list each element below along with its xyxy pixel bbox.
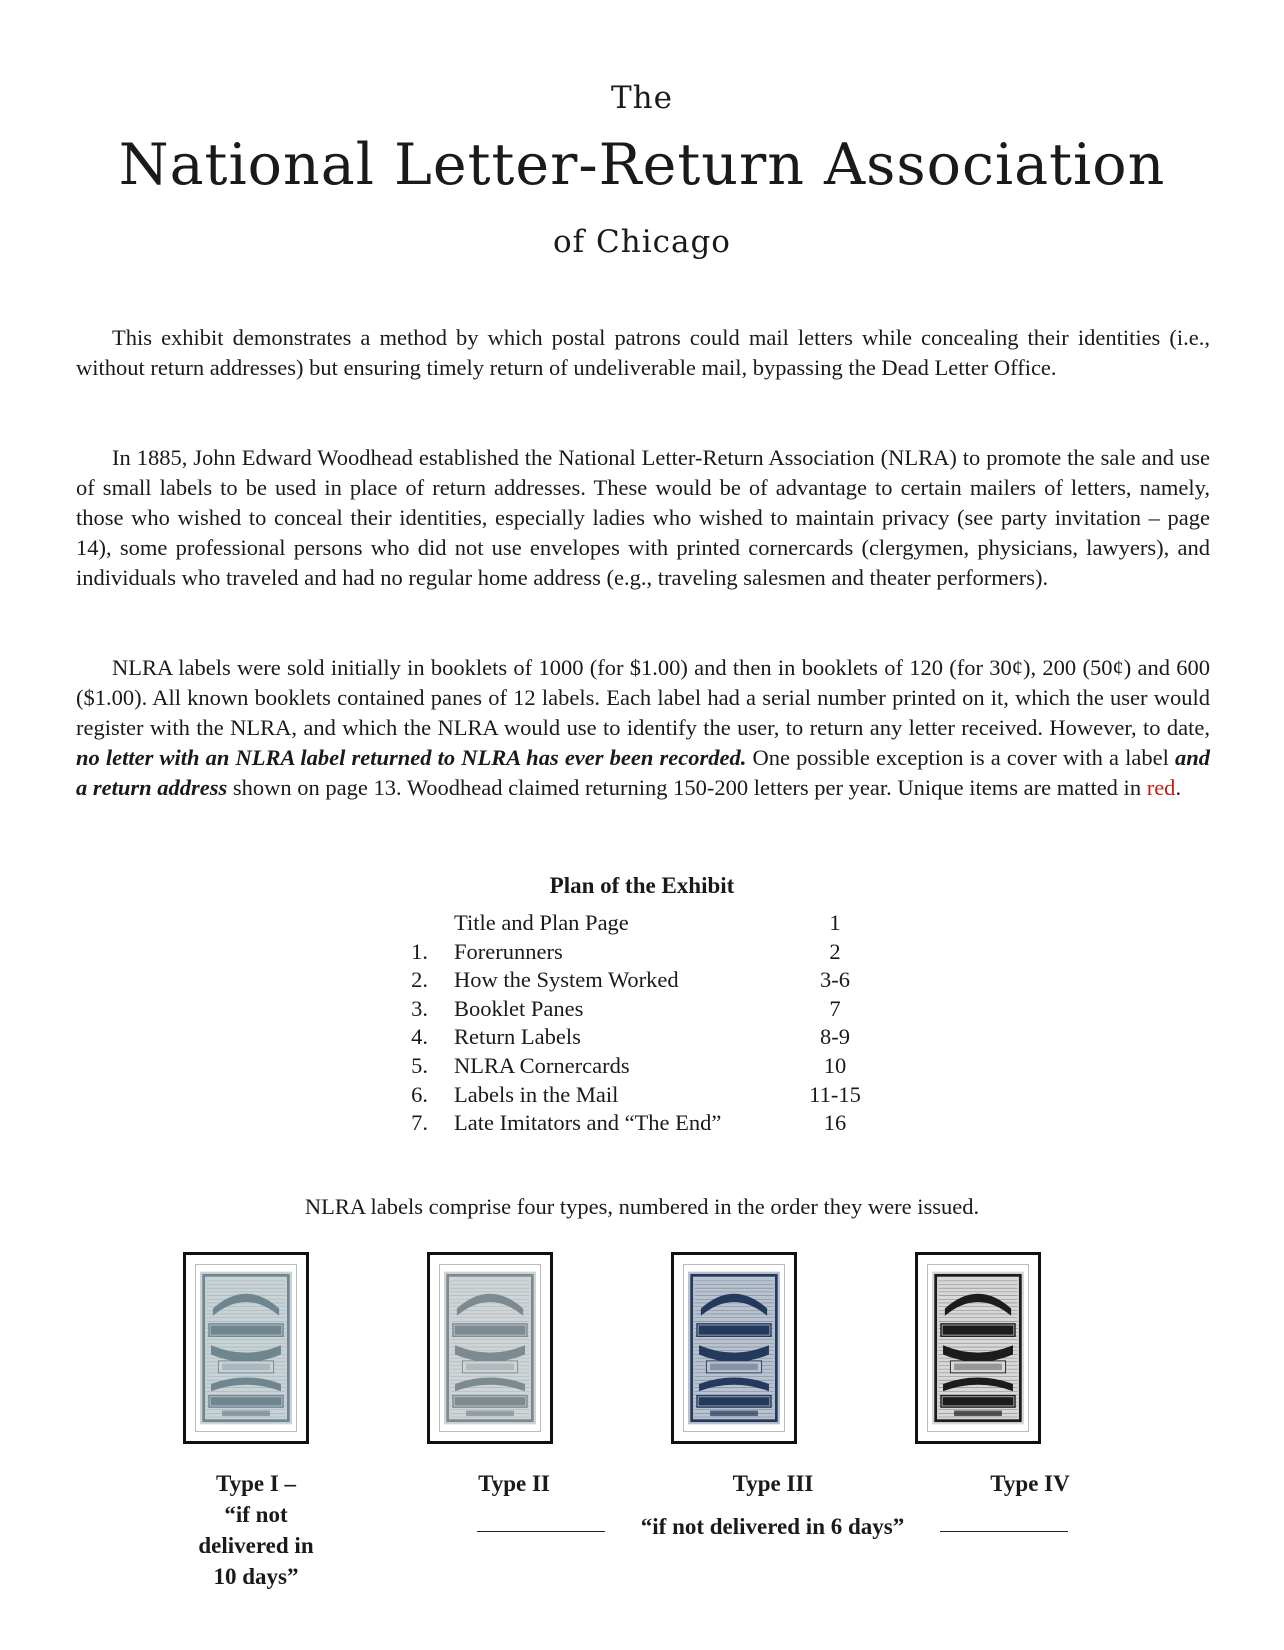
plan-row-label: Booklet Panes: [454, 995, 584, 1021]
red-keyword: red: [1146, 775, 1176, 800]
label-type-3-frame: [671, 1252, 797, 1444]
caption-type-2: Type II: [478, 1471, 550, 1496]
title-the: The: [611, 80, 673, 116]
plan-row-number: 4.: [411, 1024, 428, 1050]
plan-row-number: 5.: [411, 1053, 428, 1078]
span-line-right: [940, 1531, 1068, 1532]
plan-row-label: How the System Worked: [454, 967, 679, 993]
span-note: “if not delivered in 6 days”: [640, 1514, 905, 1539]
plan-row-page: 11-15: [809, 1081, 861, 1107]
plan-row-page: 3-6: [820, 967, 850, 993]
plan-row-page: 7: [829, 995, 841, 1021]
emphasis-return-address: and a return address: [76, 745, 1211, 800]
caption-type-1: Type I – “if not delivered in 10 days”: [198, 1471, 314, 1589]
plan-row-page: 10: [823, 1053, 847, 1078]
plan-row: [0, 910, 1284, 940]
plan-row-number: 7.: [411, 1110, 428, 1136]
plan-row-number: 2.: [411, 967, 428, 993]
label-type-1-frame: [183, 1252, 309, 1444]
label-type-4-frame: [915, 1252, 1041, 1444]
plan-row: [0, 967, 1284, 997]
plan-row: [0, 1082, 1284, 1112]
plan-row: [0, 1053, 1284, 1083]
label-type-2-frame: [427, 1252, 553, 1444]
plan-row-page: 2: [829, 938, 841, 964]
types-intro: NLRA labels comprise four types, numbered in the order they were issued.: [304, 1194, 980, 1219]
plan-row-page: 8-9: [820, 1024, 850, 1050]
plan-row-number: 6.: [411, 1081, 428, 1107]
plan-title: Plan of the Exhibit: [549, 873, 735, 898]
plan-row-number: 3.: [411, 995, 428, 1021]
plan-row-label: Late Imitators and “The End”: [454, 1110, 722, 1136]
emphasis-no-letter-recorded: no letter with an NLRA label returned to NLRA has ever been recorded.: [76, 745, 747, 770]
plan-row-number: 1.: [411, 938, 428, 964]
plan-row: [0, 1024, 1284, 1054]
plan-row-label: Forerunners: [454, 938, 563, 964]
history-paragraph: In 1885, John Edward Woodhead established the National Letter-Return Association (NLRA) to promote the sale and use of small labels to be used in place of return addresses. These would be of advantage to certain mailers of letters, namely, those who wished to conceal their identities, especially ladies who wished to maintain privacy (see party invitation – page 14), some professional persons who did not use envelopes with printed cornercards (clergymen, physicians, lawyers), and individuals who traveled and had no regular home address (e.g., traveling salesmen and theater performers).: [76, 445, 1210, 590]
plan-row-label: NLRA Cornercards: [454, 1053, 630, 1078]
plan-row-page: 1: [829, 910, 841, 935]
title-subtitle: of Chicago: [553, 224, 731, 260]
span-line-left: [477, 1531, 605, 1532]
plan-row: [0, 1110, 1284, 1140]
plan-row-label: Title and Plan Page: [454, 910, 629, 935]
caption-type-4: Type IV: [990, 1471, 1070, 1496]
label-type-4-image: [928, 1265, 1028, 1431]
plan-row-page: 16: [823, 1110, 847, 1136]
label-type-1-image: [196, 1265, 296, 1431]
plan-row: [0, 939, 1284, 969]
plan-row-label: Labels in the Mail: [454, 1081, 619, 1107]
caption-type-3: Type III: [732, 1471, 814, 1496]
label-type-3-image: [684, 1265, 784, 1431]
plan-row: [0, 996, 1284, 1026]
label-type-2-image: [440, 1265, 540, 1431]
page-title: National Letter-Return Association: [118, 132, 1166, 198]
plan-row-label: Return Labels: [454, 1024, 581, 1050]
intro-paragraph: This exhibit demonstrates a method by which postal patrons could mail letters while concealing their identities (i.e., without return addresses) but ensuring timely return of undeliverable mail, bypassing the Dead Letter Office.: [76, 325, 1210, 380]
booklets-paragraph: NLRA labels were sold initially in booklets of 1000 (for $1.00) and then in booklets of 120 (for 30¢), 200 (50¢) and 600 ($1.00). All known booklets contained panes of 12 labels. Each label had a serial number printed on it, which the user would register with the NLRA, and which the NLRA would use to identify the user, to return any letter received. However, to date, no letter with an NLRA label returned to NLRA has ever been recorded. One possible exception is a cover with a label and a return address shown on page 13. Woodhead claimed returning 150-200 letters per year. Unique items are matted in red.: [76, 655, 1211, 800]
